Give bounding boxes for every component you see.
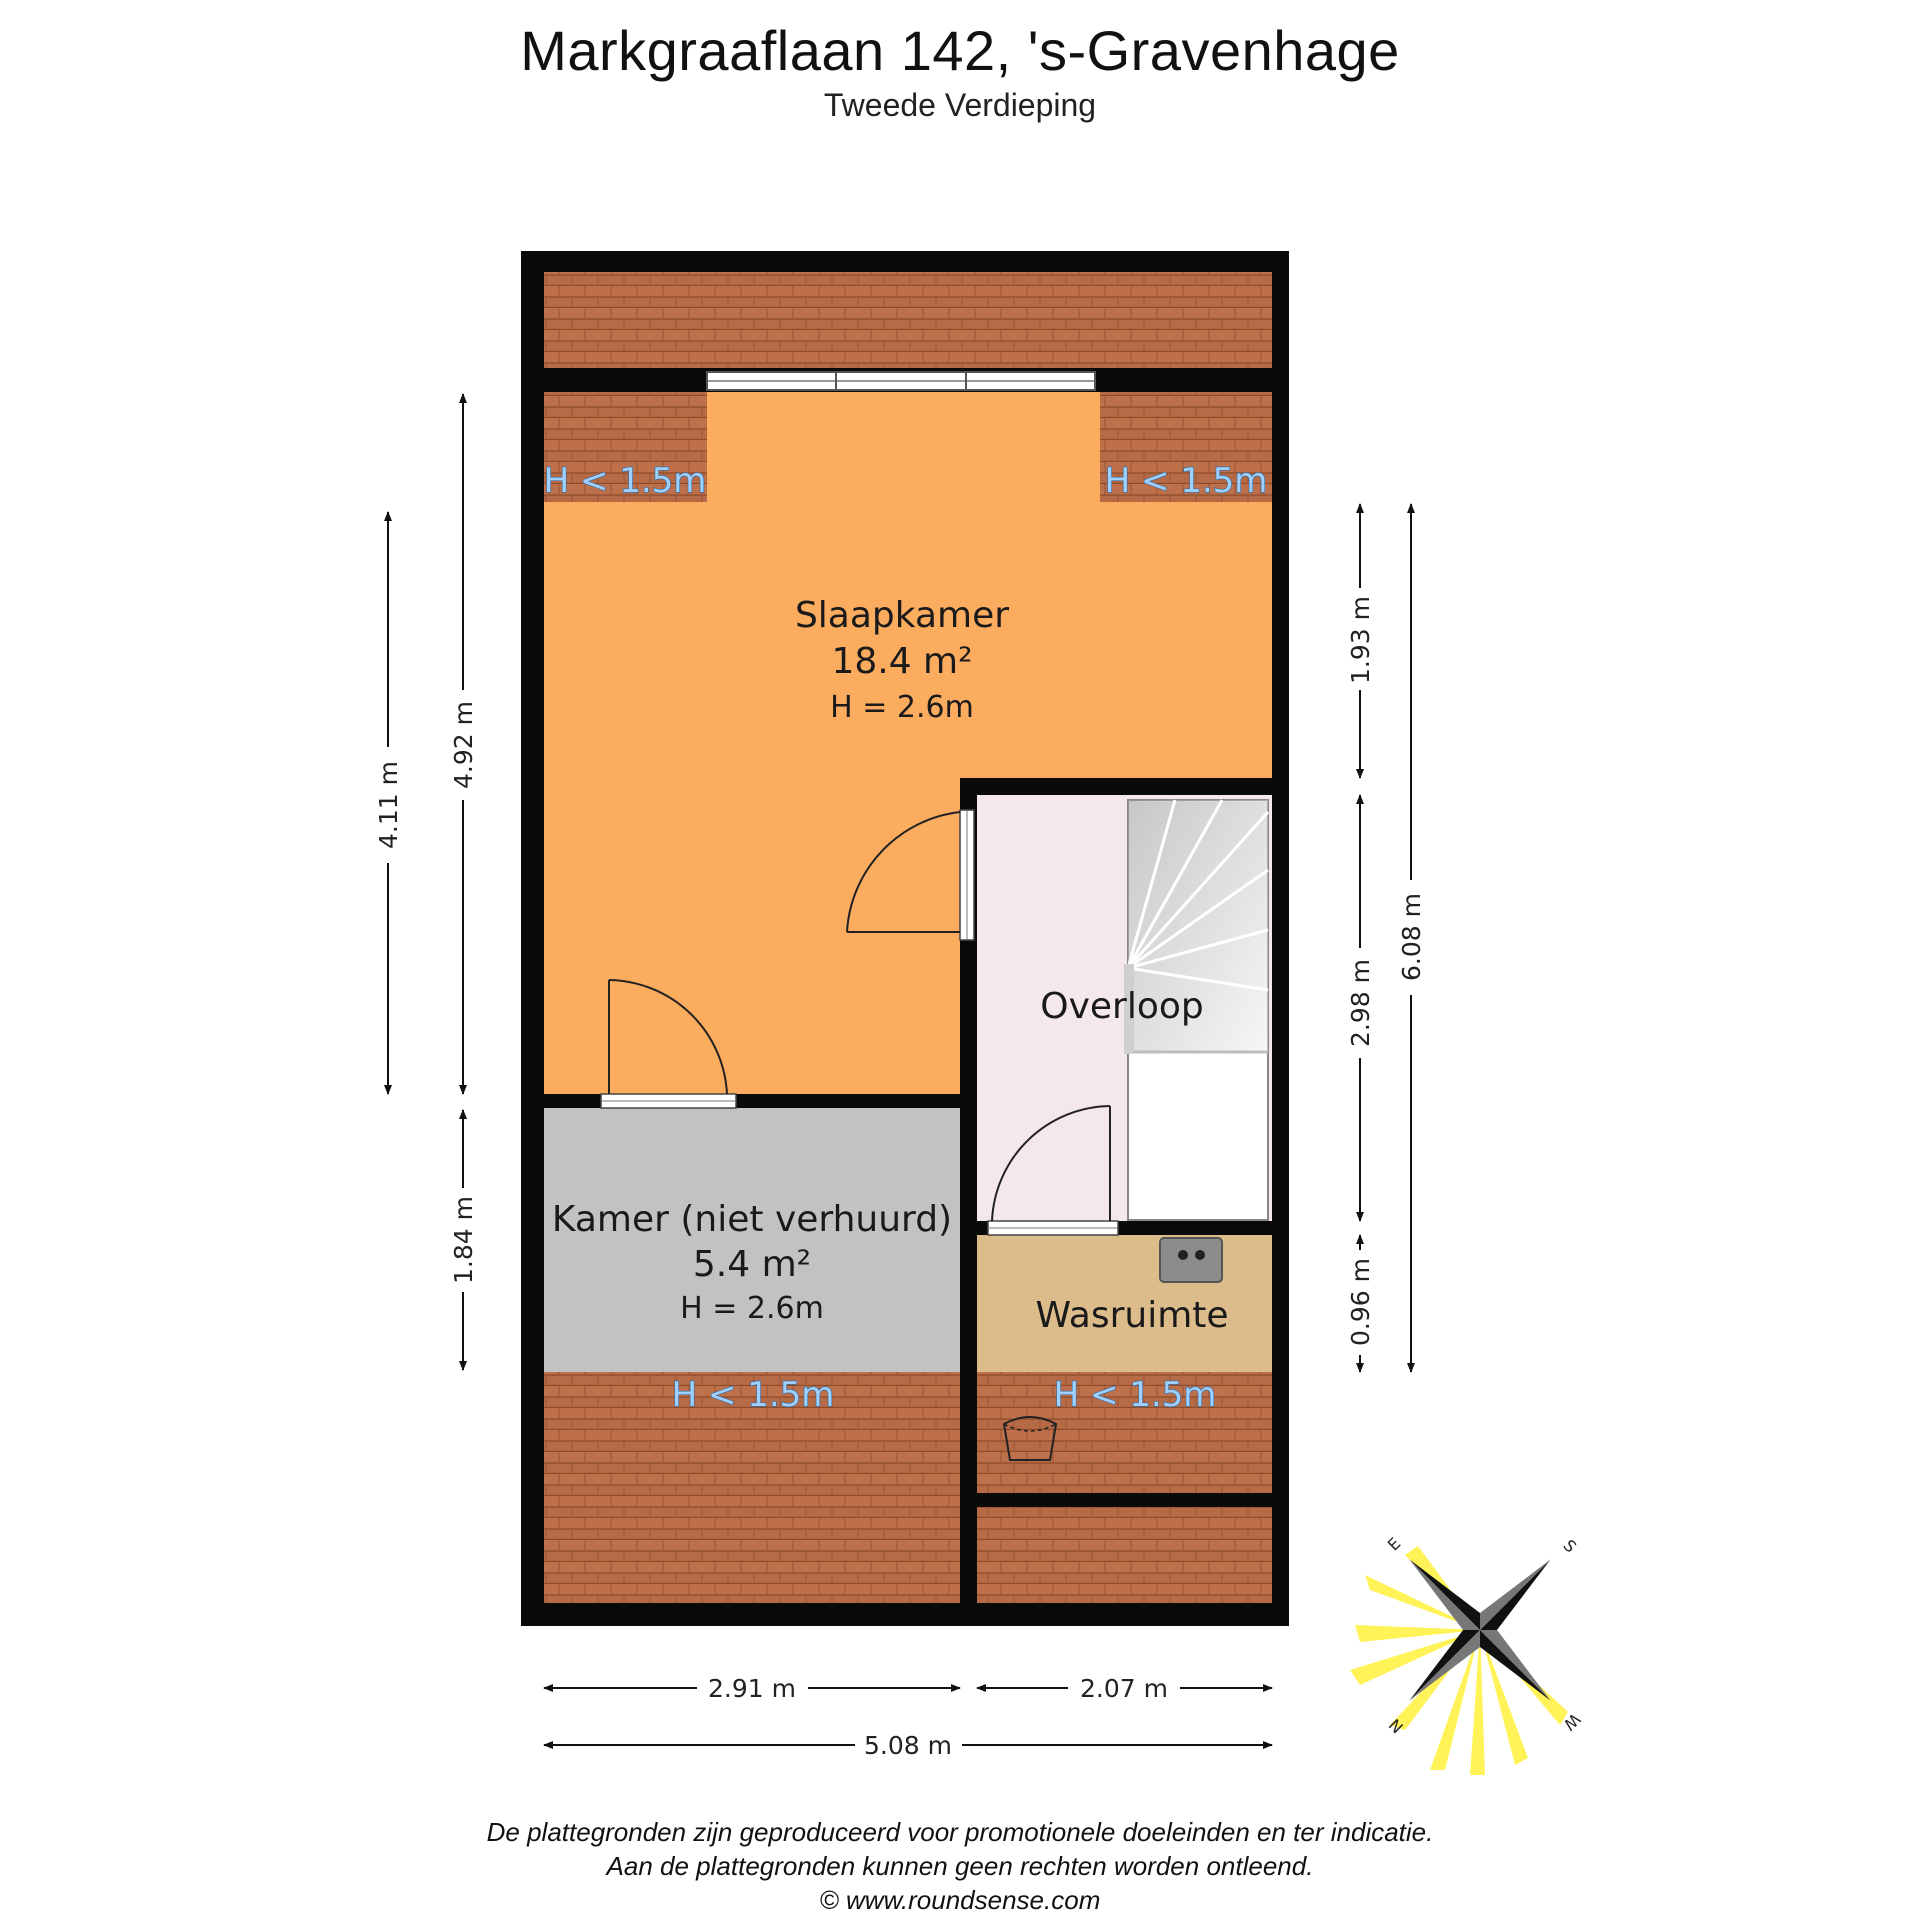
dim-right-inner-top <box>1346 504 1375 778</box>
page-subtitle: Tweede Verdieping <box>823 87 1097 123</box>
low-height-label: H < 1.5m <box>1104 461 1268 501</box>
dim-left-inner-top <box>449 394 478 1094</box>
compass-letter-n: N <box>1385 1714 1408 1737</box>
low-height-label: H < 1.5m <box>1053 1375 1217 1415</box>
dim-text: 6.08 m <box>1397 893 1426 981</box>
dim-text: 2.07 m <box>1080 1674 1168 1703</box>
low-height-label: H < 1.5m <box>671 1375 835 1415</box>
dim-right-inner-bottom <box>1346 1235 1375 1372</box>
compass-letter-e: E <box>1383 1533 1405 1555</box>
bedroom-floor-lower <box>544 778 960 1094</box>
footer-line: De plattegronden zijn geproduceerd voor promotionele doeleinden en ter indicatie. <box>486 1817 1434 1847</box>
low-height-label: H < 1.5m <box>543 461 707 501</box>
room-height: H = 2.6m <box>830 690 974 725</box>
dim-bottom-right <box>977 1674 1272 1703</box>
footer-line: Aan de plattegronden kunnen geen rechten worden ontleend. <box>606 1851 1314 1881</box>
roof-area-bottom-right <box>977 1507 1272 1603</box>
wall-laundry-roof <box>977 1493 1272 1507</box>
washing-machine-icon <box>1160 1238 1222 1282</box>
dim-text: 4.92 m <box>449 701 478 789</box>
dim-bottom-left <box>544 1674 960 1703</box>
roof-area-top <box>544 272 1272 368</box>
kamer-floor <box>544 1108 960 1372</box>
dim-left-inner-bottom <box>449 1110 478 1370</box>
compass-rose-icon <box>1339 1489 1622 1775</box>
dim-bottom-total <box>544 1731 1272 1760</box>
dim-right-outer <box>1397 504 1426 1372</box>
dim-left-outer <box>374 512 403 1094</box>
room-name: Kamer (niet verhuurd) <box>551 1199 953 1240</box>
room-name: Slaapkamer <box>794 595 1010 636</box>
dim-text: 1.93 m <box>1346 596 1375 684</box>
room-area: 18.4 m² <box>831 641 973 682</box>
wall-landing-top <box>960 778 1272 795</box>
room-wasruimte: Wasruimte <box>1035 1295 1229 1336</box>
room-area: 5.4 m² <box>692 1244 812 1285</box>
footer-disclaimer <box>0 1815 1920 1917</box>
compass-letter-w: W <box>1559 1709 1585 1735</box>
dim-text: 0.96 m <box>1346 1258 1375 1346</box>
dim-text: 5.08 m <box>864 1731 952 1760</box>
room-height: H = 2.6m <box>680 1291 824 1326</box>
dim-text: 2.98 m <box>1346 959 1375 1047</box>
dim-text: 2.91 m <box>708 1674 796 1703</box>
footer-copyright: © www.roundsense.com <box>819 1885 1101 1915</box>
compass-letter-s: S <box>1559 1535 1581 1557</box>
page-title: Markgraaflaan 142, 's-Gravenhage <box>520 19 1400 82</box>
dim-text: 4.11 m <box>374 761 403 849</box>
room-overloop: Overloop <box>1040 986 1204 1027</box>
dim-right-inner-mid <box>1346 795 1375 1221</box>
dim-text: 1.84 m <box>449 1196 478 1284</box>
